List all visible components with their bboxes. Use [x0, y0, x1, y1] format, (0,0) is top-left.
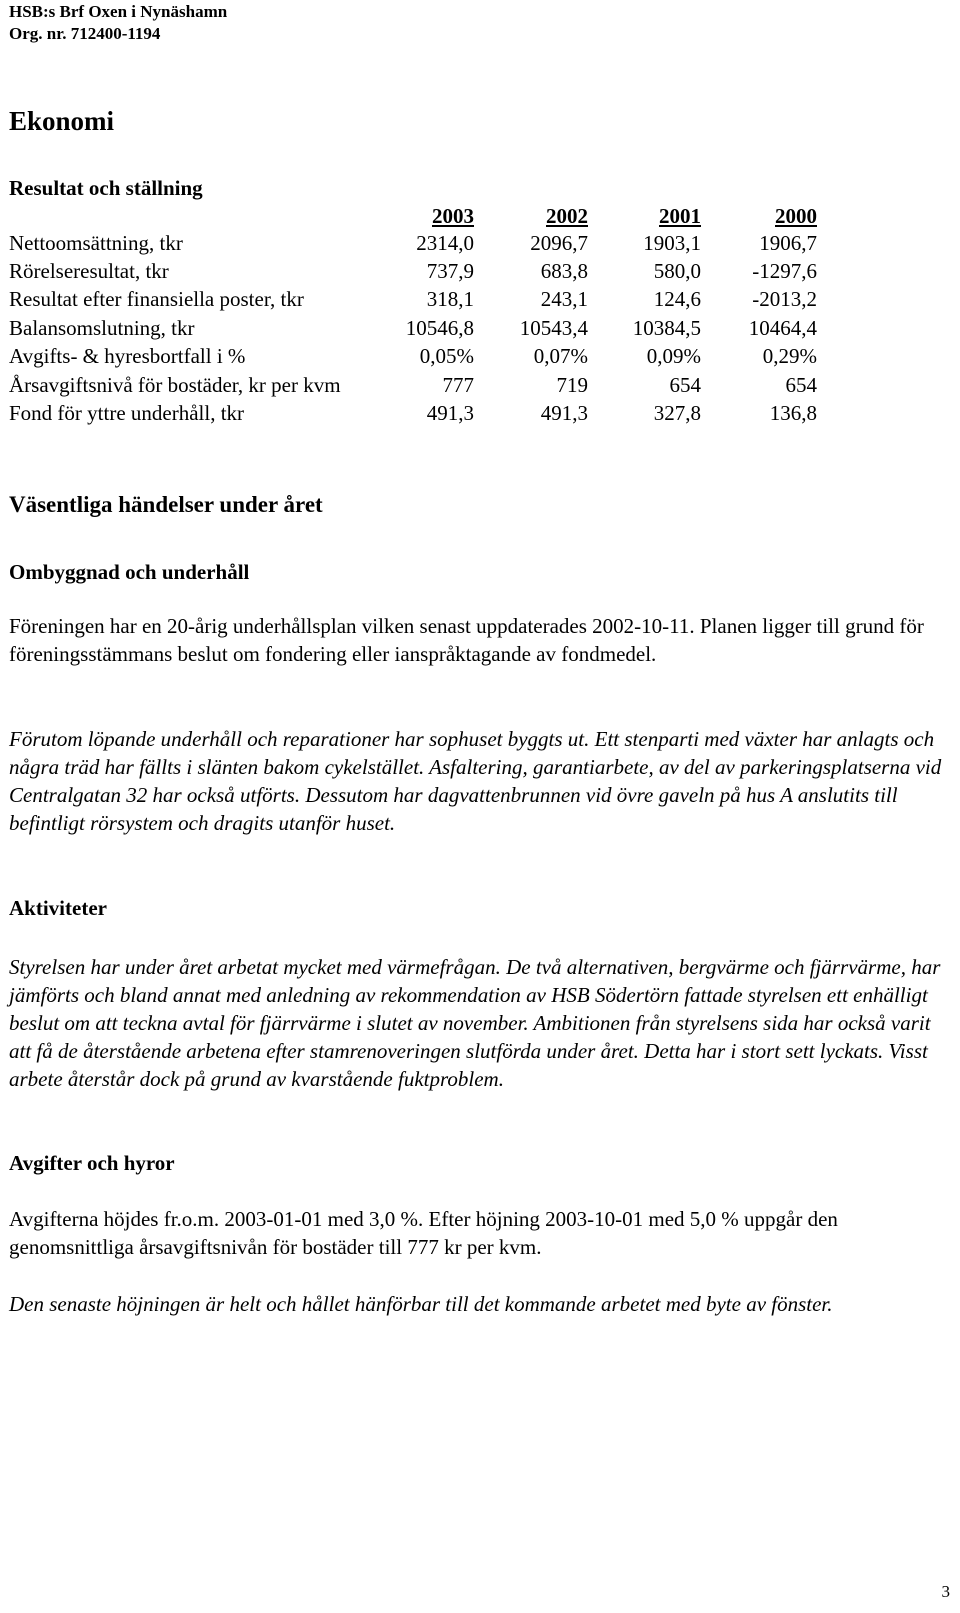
subheading-maintenance: Ombyggnad och underhåll [9, 560, 250, 584]
cell-value: 0,07% [533, 344, 588, 368]
row-label: Rörelseresultat, tkr [9, 259, 169, 283]
cell-value: 580,0 [653, 259, 701, 283]
table-heading: Resultat och ställning [9, 176, 203, 200]
cell-value: -1297,6 [752, 259, 817, 283]
cell-value: 654 [785, 373, 817, 397]
cell-value: 491,3 [540, 401, 588, 425]
cell-value: 10546,8 [405, 316, 474, 340]
year-header: 2003 [432, 204, 474, 228]
row-label: Avgifts- & hyresbortfall i % [9, 344, 246, 368]
paragraph-fee-reason: Den senaste höjningen är helt och hållet hänförbar till det kommande arbetet med byte av fönster. [9, 1292, 833, 1316]
cell-value: 318,1 [426, 287, 474, 311]
year-header: 2002 [546, 204, 588, 228]
cell-value: 2314,0 [416, 231, 474, 255]
page-number: 3 [941, 1582, 950, 1601]
cell-value: 136,8 [769, 401, 817, 425]
cell-value: 327,8 [653, 401, 701, 425]
cell-value: 10464,4 [748, 316, 817, 340]
section-heading-events: Väsentliga händelser under året [9, 492, 323, 517]
cell-value: 1906,7 [759, 231, 817, 255]
row-label: Resultat efter finansiella poster, tkr [9, 287, 304, 311]
year-header: 2001 [659, 204, 701, 228]
cell-value: 0,29% [762, 344, 817, 368]
paragraph-activities: Styrelsen har under året arbetat mycket med värmefrågan. De två alternativen, bergvärme och fjärrvärme, har jämförts och bland annat med anledning av rekommendation av HSB Södertörn fattade styrelsen ett enhälligt beslut om att teckna avtal för fjärrvärme i slutet av november. Ambitionen från styrelsens sida har också varit att få de återstående arbetena efter stamrenoveringen slutförda under året. Detta har i stort sett lyckats. Visst arbete återstår dock på grund av kvarstående fuktproblem. [9, 955, 941, 1091]
subheading-fees: Avgifter och hyror [9, 1151, 175, 1175]
paragraph-maintenance-plan: Föreningen har en 20-årig underhållsplan vilken senast uppdaterades 2002-10-11. Planen ligger till grund för föreningsstämmans beslut om fondering eller ianspråktagande av fondmedel. [9, 614, 924, 666]
cell-value: 737,9 [426, 259, 474, 283]
cell-value: 491,3 [426, 401, 474, 425]
row-label: Balansomslutning, tkr [9, 316, 195, 340]
header-org-number: Org. nr. 712400-1194 [9, 24, 161, 43]
cell-value: 2096,7 [530, 231, 588, 255]
cell-value: 0,09% [646, 344, 701, 368]
cell-value: 683,8 [540, 259, 588, 283]
header-association-name: HSB:s Brf Oxen i Nynäshamn [9, 2, 228, 21]
row-label: Fond för yttre underhåll, tkr [9, 401, 245, 425]
cell-value: 777 [442, 373, 474, 397]
cell-value: 10543,4 [519, 316, 588, 340]
subheading-activities: Aktiviteter [9, 896, 107, 920]
cell-value: 124,6 [653, 287, 701, 311]
cell-value: -2013,2 [752, 287, 817, 311]
cell-value: 243,1 [540, 287, 588, 311]
cell-value: 10384,5 [632, 316, 701, 340]
page-title: Ekonomi [9, 106, 115, 136]
cell-value: 0,05% [419, 344, 474, 368]
year-header: 2000 [775, 204, 817, 228]
cell-value: 719 [556, 373, 588, 397]
cell-value: 654 [669, 373, 701, 397]
row-label: Nettoomsättning, tkr [9, 231, 183, 255]
paragraph-maintenance-work: Förutom löpande underhåll och reparationer har sophuset byggts ut. Ett stenparti med växter har anlagts och några träd har fällts i slänten bakom cykelstället. Asfaltering, garantiarbete, av del av parkeringsplatserna vid Centralgatan 32 har också utförts. Dessutom har dagvattenbrunnen vid övre gaveln på hus A anslutits till befintligt rörsystem och dragits utanför huset. [9, 727, 942, 835]
cell-value: 1903,1 [643, 231, 701, 255]
paragraph-fee-increase: Avgifterna höjdes fr.o.m. 2003-01-01 med 3,0 %. Efter höjning 2003-10-01 med 5,0 % uppgår den genomsnittliga årsavgiftsnivån för bostäder till 777 kr per kvm. [9, 1207, 838, 1259]
row-label: Årsavgiftsnivå för bostäder, kr per kvm [9, 373, 341, 397]
